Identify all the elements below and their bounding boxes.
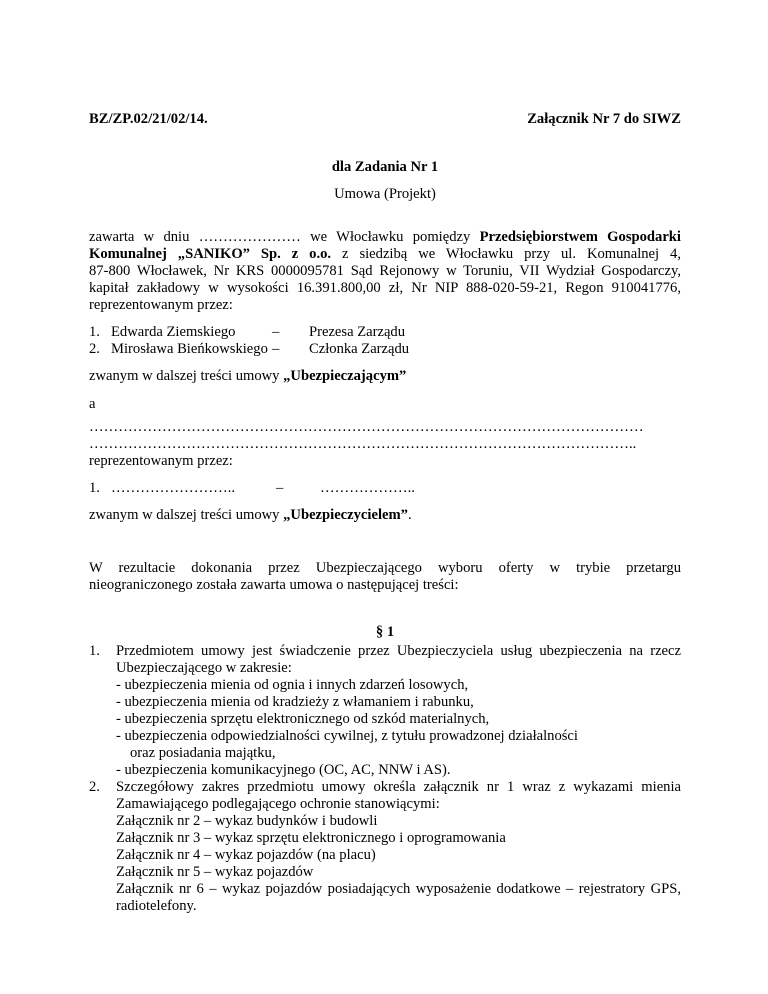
task-heading: dla Zadania Nr 1 [331,159,439,175]
reference-number: BZ/ZP.02/21/02/14. [89,111,208,127]
intro-line-5: reprezentowanym przez: [89,297,233,313]
bullet-item-continuation: oraz posiadania majątku, [130,745,276,761]
annex-item: Załącznik nr 3 – wykaz sprzętu elektronicznego i oprogramowania [116,830,506,846]
intro-line-3: 87-800 Włocławek, Nr KRS 0000095781 Sąd Rejonowy w Toruniu, VII Wydział Gospodarczy, [89,263,681,279]
insured-definition: zwanym w dalszej treści umowy „Ubezpieczającym” [89,368,407,384]
section-1-item-2-line-2: Zamawiającego podlegającego ochronie stanowiącymi: [116,796,440,812]
bullet-item: - ubezpieczenia sprzętu elektronicznego od szkód materialnych, [116,711,490,727]
document-title: Umowa (Projekt) [334,186,436,202]
representative-label: reprezentowanym przez: [89,453,233,469]
document-page: BZ/ZP.02/21/02/14. Załącznik Nr 7 do SIWZ dla Zadania Nr 1 Umowa (Projekt) zawarta w dniu ………………… we Włocławku pomiędzy Przedsiębiorstwem Gospodarki Komunalnej „SANIKO” Sp. z o.o. z siedzibą we Włocławku przy ul. Komunalnej 4, 87-800 Włocławek, Nr KRS 0000095781 Sąd Rejonowy w Toruniu, VII Wydział Gospodarczy, kapitał zakładowy w wysokości 16.391.800,00 zł, Nr NIP 888-020-59-21, Regon 910041776, reprezentowanym przez: 1. Edwarda Ziemskiego – Prezesa Zarządu 2. Mirosława Bieńkowskiego – Członka Zarządu zwanym w dalszej treści umowy „Ubezpieczającym” a …………………………………………………………………………………………………… ………………………………………………………………………………………………….. reprezentowanym przez: 1. …………………….. – ……………….. zwanym w dalszej treści umowy „Ubezpieczycielem”. W rezultacie dokonania przez Ubezpieczającego wyboru oferty w trybie przetargu nieograniczonego została zawarta umowa o następującej treści: § 1 1. Przedmiotem umowy jest świadczenie przez Ubezpieczyciela usług ubezpieczenia na rzecz Ubezpieczającego w zakresie: - ubezpieczenia mienia od ognia i innych zdarzeń losowych, - ubezpieczenia mienia od kradzieży z włamaniem i rabunku, - ubezpieczenia sprzętu elektronicznego od szkód materialnych, - ubezpieczenia odpowiedzialności cywilnej, z tytułu prowadzonej działalności oraz posiadania majątku, - ubezpieczenia komunikacyjnego (OC, AC, NNW i AS). 2. Szczegółowy zakres przedmiotu umowy określa załącznik nr 1 wraz z wykazami mienia Zamawiającego podlegającego ochronie stanowiącymi: Załącznik nr 2 – wykaz budynków i budowli Załącznik nr 3 – wykaz sprzętu elektronicznego i oprogramowania Załącznik nr 4 – wykaz pojazdów (na placu) Załącznik nr 5 – wykaz pojazdów Załącznik nr 6 – wykaz pojazdów posiadających wyposażenie dodatkowe – rejestratory GPS, radiotelefony. [89,0,681,994]
bullet-item: - ubezpieczenia komunikacyjnego (OC, AC, NNW i AS). [116,762,451,778]
annex-item: Załącznik nr 4 – wykaz pojazdów (na placu) [116,847,376,863]
blank-party-line-1: …………………………………………………………………………………………………… [89,419,644,435]
section-1-item-1-line-2: Ubezpieczającego w zakresie: [116,660,292,676]
result-line-2: nieograniczonego została zawarta umowa o następującej treści: [89,577,459,593]
bullet-item: - ubezpieczenia odpowiedzialności cywilnej, z tytułu prowadzonej działalności [116,728,578,744]
annex-item: Załącznik nr 2 – wykaz budynków i budowli [116,813,378,829]
annex-label: Załącznik Nr 7 do SIWZ [527,111,681,127]
insurer-definition: zwanym w dalszej treści umowy „Ubezpieczycielem”. [89,507,412,523]
result-line-1: W rezultacie dokonania przez Ubezpieczającego wyboru oferty w trybie przetargu [89,560,681,576]
intro-line-2: Komunalnej „SANIKO” Sp. z o.o. z siedzibą we Włocławku przy ul. Komunalnej 4, [89,246,681,262]
intro-line-4: kapitał zakładowy w wysokości 16.391.800,00 zł, Nr NIP 888-020-59-21, Regon 910041776, [89,280,681,296]
annex-item: Załącznik nr 6 – wykaz pojazdów posiadających wyposażenie dodatkowe – rejestratory GPS, [116,881,681,897]
blank-party-line-2: ………………………………………………………………………………………………….. [89,436,637,452]
intro-line-1: zawarta w dniu ………………… we Włocławku pomiędzy Przedsiębiorstwem Gospodarki [89,229,681,245]
section-1-heading: § 1 [375,624,395,640]
bullet-item: - ubezpieczenia mienia od ognia i innych zdarzeń losowych, [116,677,469,693]
bullet-item: - ubezpieczenia mienia od kradzieży z włamaniem i rabunku, [116,694,474,710]
conjunction: a [89,396,96,412]
annex-item-continuation: radiotelefony. [116,898,197,914]
annex-item: Załącznik nr 5 – wykaz pojazdów [116,864,314,880]
